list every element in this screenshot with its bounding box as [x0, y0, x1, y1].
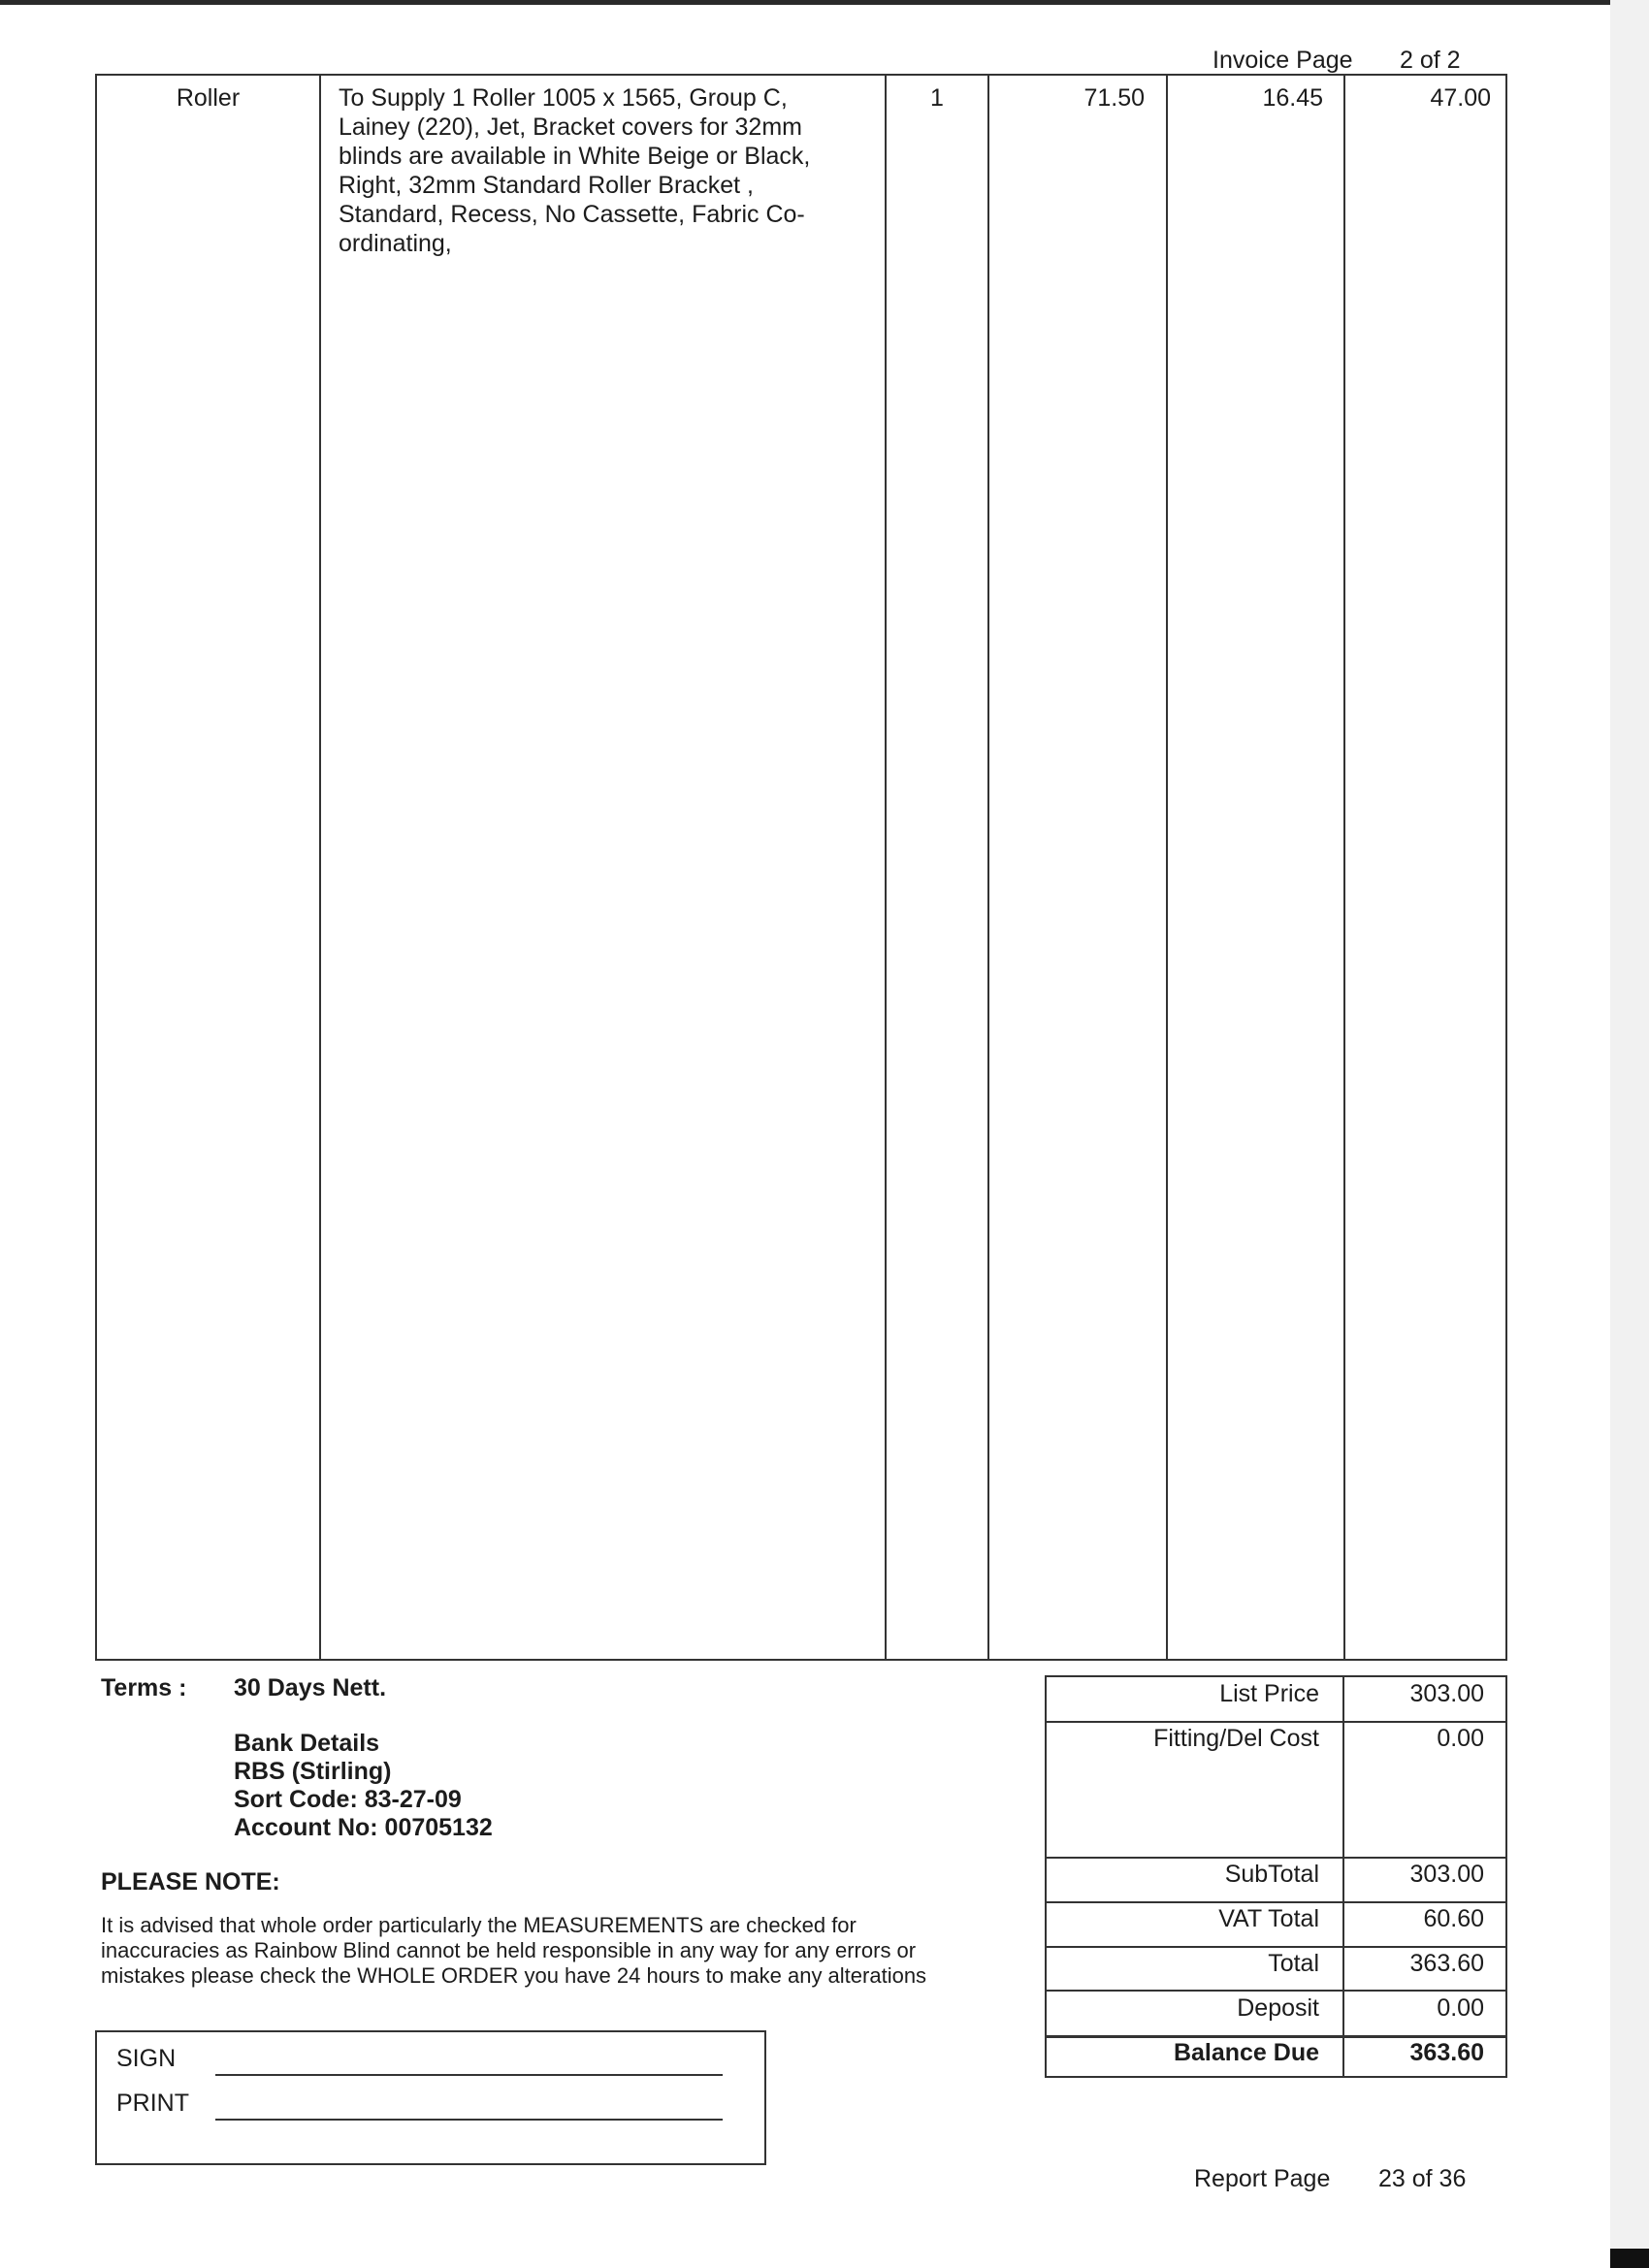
item-description	[339, 83, 882, 258]
totals-row-line	[1047, 1990, 1505, 1992]
totals-row-line	[1047, 2035, 1505, 2038]
sign-line[interactable]	[215, 2074, 723, 2076]
account-number: Account No: 00705132	[234, 1814, 493, 1841]
list-price-label: List Price	[1219, 1680, 1319, 1707]
subtotal-label: SubTotal	[1224, 1861, 1319, 1888]
column-divider	[987, 76, 989, 1659]
vat-total-label: VAT Total	[1218, 1905, 1319, 1932]
item-quantity: 1	[930, 84, 944, 112]
sort-code: Sort Code: 83-27-09	[234, 1786, 462, 1813]
column-divider	[1343, 76, 1345, 1659]
deposit-value: 0.00	[1437, 1994, 1484, 2022]
item-list-price: 71.50	[1083, 84, 1145, 112]
sign-label: SIGN	[116, 2045, 177, 2072]
bank-details-heading: Bank Details	[234, 1730, 380, 1757]
terms-label: Terms :	[101, 1674, 187, 1701]
scan-corner	[1610, 2249, 1649, 2268]
totals-row-line	[1047, 1946, 1505, 1948]
totals-row-line	[1047, 1901, 1505, 1903]
description-line: Lainey (220), Jet, Bracket covers for 32mm	[339, 113, 802, 141]
report-page-label: Report Page	[1194, 2165, 1331, 2192]
vat-total-value: 60.60	[1423, 1905, 1484, 1932]
column-divider	[885, 76, 887, 1659]
print-line[interactable]	[215, 2119, 723, 2121]
scan-edge-right	[1610, 0, 1649, 2268]
subtotal-value: 303.00	[1409, 1861, 1484, 1888]
fitting-cost-value: 0.00	[1437, 1725, 1484, 1752]
line-items-table	[95, 74, 1507, 1661]
please-note-heading: PLEASE NOTE:	[101, 1868, 280, 1895]
balance-due-label: Balance Due	[1173, 2039, 1319, 2066]
item-product: Roller	[176, 84, 241, 112]
scan-edge-top	[0, 0, 1649, 5]
item-price: 47.00	[1430, 84, 1491, 112]
totals-row-line	[1047, 1857, 1505, 1859]
total-label: Total	[1268, 1950, 1319, 1977]
deposit-label: Deposit	[1237, 1994, 1319, 2022]
list-price-value: 303.00	[1409, 1680, 1484, 1707]
measurement-notice	[101, 1913, 1032, 1989]
column-divider	[1166, 76, 1168, 1659]
description-line: ordinating,	[339, 230, 452, 257]
print-label: PRINT	[116, 2090, 189, 2117]
totals-divider	[1342, 1677, 1344, 2076]
terms-value: 30 Days Nett.	[234, 1674, 387, 1701]
invoice-page-value: 2 of 2	[1400, 47, 1461, 74]
report-page-indicator	[1194, 2165, 1467, 2193]
description-line: Standard, Recess, No Cassette, Fabric Co-	[339, 201, 805, 228]
report-page-value: 23 of 36	[1378, 2165, 1467, 2192]
item-discount: 16.45	[1262, 84, 1323, 112]
description-line: To Supply 1 Roller 1005 x 1565, Group C,	[339, 84, 788, 112]
column-divider	[319, 76, 321, 1659]
bank-name: RBS (Stirling)	[234, 1758, 392, 1785]
signature-box	[95, 2030, 766, 2165]
notice-line: It is advised that whole order particularly the MEASUREMENTS are checked for	[101, 1913, 857, 1937]
invoice-page-label: Invoice Page	[1212, 47, 1353, 74]
totals-row-line	[1047, 1721, 1505, 1723]
notice-line: inaccuracies as Rainbow Blind cannot be held responsible in any way for any errors or	[101, 1938, 917, 1962]
balance-due-value: 363.60	[1409, 2039, 1484, 2066]
totals-box	[1045, 1675, 1507, 2078]
description-line: blinds are available in White Beige or Black,	[339, 143, 811, 170]
fitting-cost-label: Fitting/Del Cost	[1153, 1725, 1319, 1752]
description-line: Right, 32mm Standard Roller Bracket ,	[339, 172, 754, 199]
invoice-page-indicator	[1212, 47, 1461, 75]
total-value: 363.60	[1409, 1950, 1484, 1977]
notice-line: mistakes please check the WHOLE ORDER you have 24 hours to make any alterations	[101, 1963, 927, 1988]
